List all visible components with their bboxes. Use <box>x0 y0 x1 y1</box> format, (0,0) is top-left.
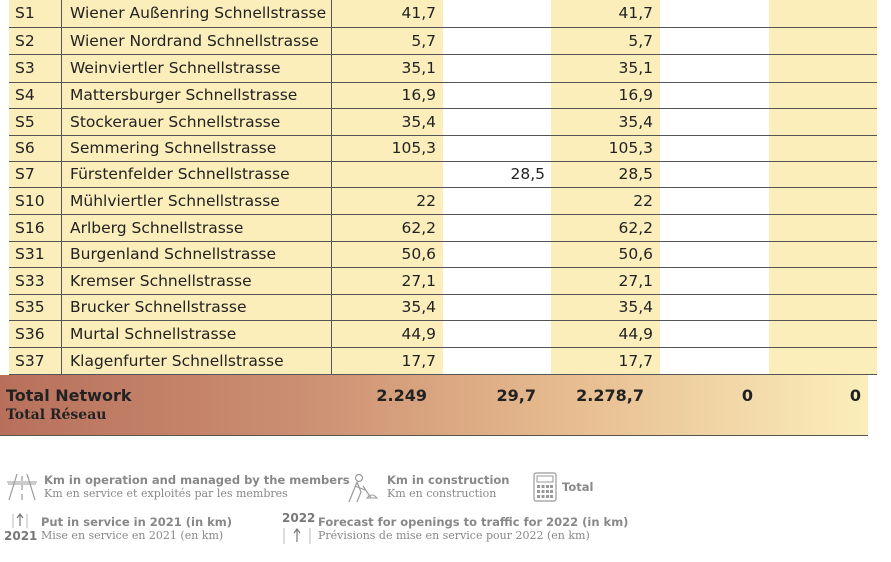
row-2021 <box>660 321 769 347</box>
row-name: Stockerauer Schnellstrasse <box>61 109 331 135</box>
row-total: 35,4 <box>551 295 660 320</box>
table-row <box>9 268 877 295</box>
row-code: S31 <box>9 242 61 267</box>
column-divider <box>331 55 332 82</box>
column-divider <box>61 188 62 214</box>
column-divider <box>331 136 332 161</box>
row-code: S5 <box>9 109 61 135</box>
forecast-year: 2022 <box>282 511 316 525</box>
row-name: Mühlviertler Schnellstrasse <box>61 188 331 214</box>
row-construction <box>443 109 551 135</box>
row-name: Wiener Außenring Schnellstrasse <box>61 0 331 27</box>
row-operation: 105,3 <box>331 136 443 161</box>
row-2022 <box>769 242 877 267</box>
column-divider <box>61 321 62 347</box>
row-code: S16 <box>9 215 61 241</box>
row-2022 <box>769 162 877 187</box>
table-row <box>9 0 877 28</box>
row-construction <box>443 215 551 241</box>
row-2022 <box>769 348 877 374</box>
row-construction <box>443 188 551 214</box>
column-divider <box>61 83 62 108</box>
column-divider <box>61 268 62 294</box>
column-divider <box>331 295 332 320</box>
total-2022: 0 <box>849 386 861 405</box>
row-total: 17,7 <box>551 348 660 374</box>
row-2022 <box>769 321 877 347</box>
row-code: S6 <box>9 136 61 161</box>
table-row <box>9 215 877 242</box>
table-row <box>9 136 877 162</box>
total-total: 2.278,7 <box>576 386 644 405</box>
row-total: 35,1 <box>551 55 660 82</box>
row-2021 <box>660 109 769 135</box>
total-network-row <box>0 375 868 436</box>
row-name: Burgenland Schnellstrasse <box>61 242 331 267</box>
legend-operation-en: Km in operation and managed by the members <box>44 473 350 487</box>
column-divider <box>61 55 62 82</box>
row-2021 <box>660 295 769 320</box>
row-2021 <box>660 55 769 82</box>
total-label-en: Total Network <box>6 386 132 405</box>
table-row <box>9 162 877 188</box>
row-construction <box>443 136 551 161</box>
row-operation: 17,7 <box>331 348 443 374</box>
column-divider <box>331 321 332 347</box>
column-divider <box>61 348 62 374</box>
row-2022 <box>769 268 877 294</box>
row-2021 <box>660 0 769 27</box>
row-total: 105,3 <box>551 136 660 161</box>
row-2022 <box>769 28 877 54</box>
row-total: 50,6 <box>551 242 660 267</box>
row-2021 <box>660 215 769 241</box>
row-total: 35,4 <box>551 109 660 135</box>
table-row <box>9 348 877 375</box>
legend-operation-fr: Km en service et exploités par les membres <box>44 487 288 500</box>
total-construction: 29,7 <box>496 386 536 405</box>
table-row <box>9 321 877 348</box>
row-2022 <box>769 295 877 320</box>
row-code: S2 <box>9 28 61 54</box>
row-operation: 35,4 <box>331 295 443 320</box>
row-operation: 41,7 <box>331 0 443 27</box>
column-divider <box>331 109 332 135</box>
row-code: S35 <box>9 295 61 320</box>
row-construction <box>443 321 551 347</box>
row-total: 41,7 <box>551 0 660 27</box>
column-divider <box>61 136 62 161</box>
row-operation: 44,9 <box>331 321 443 347</box>
row-construction <box>443 0 551 27</box>
total-2021: 0 <box>741 386 753 405</box>
column-divider <box>61 242 62 267</box>
row-name: Kremser Schnellstrasse <box>61 268 331 294</box>
row-construction <box>443 83 551 108</box>
column-divider <box>61 28 62 54</box>
column-divider <box>61 295 62 320</box>
row-construction <box>443 295 551 320</box>
row-operation: 50,6 <box>331 242 443 267</box>
row-2021 <box>660 242 769 267</box>
row-2021 <box>660 28 769 54</box>
worker-icon <box>343 472 379 508</box>
column-divider <box>331 188 332 214</box>
column-divider <box>61 109 62 135</box>
row-operation: 27,1 <box>331 268 443 294</box>
row-operation <box>331 162 443 187</box>
column-divider <box>331 242 332 267</box>
row-code: S3 <box>9 55 61 82</box>
row-code: S1 <box>9 0 61 27</box>
column-divider <box>331 215 332 241</box>
table-row <box>9 109 877 136</box>
row-total: 44,9 <box>551 321 660 347</box>
row-name: Arlberg Schnellstrasse <box>61 215 331 241</box>
row-2021 <box>660 83 769 108</box>
row-code: S7 <box>9 162 61 187</box>
table-row <box>9 83 877 109</box>
table-row <box>9 28 877 55</box>
legend-total: Total <box>562 480 594 494</box>
row-operation: 35,4 <box>331 109 443 135</box>
legend-construction-fr: Km en construction <box>387 487 497 500</box>
row-operation: 35,1 <box>331 55 443 82</box>
row-total: 22 <box>551 188 660 214</box>
row-name: Mattersburger Schnellstrasse <box>61 83 331 108</box>
row-operation: 16,9 <box>331 83 443 108</box>
calculator-icon <box>533 472 557 506</box>
row-2021 <box>660 348 769 374</box>
table-row <box>9 55 877 83</box>
row-name: Wiener Nordrand Schnellstrasse <box>61 28 331 54</box>
row-construction <box>443 268 551 294</box>
row-2021 <box>660 136 769 161</box>
column-divider <box>331 162 332 187</box>
row-2021 <box>660 162 769 187</box>
column-divider <box>61 0 62 27</box>
total-label-fr: Total Réseau <box>6 407 107 423</box>
legend-construction-en: Km in construction <box>387 473 510 487</box>
row-construction <box>443 55 551 82</box>
road-icon <box>5 472 39 506</box>
row-total: 62,2 <box>551 215 660 241</box>
row-construction: 28,5 <box>443 162 551 187</box>
row-2022 <box>769 55 877 82</box>
row-construction <box>443 28 551 54</box>
column-divider <box>331 0 332 27</box>
row-2022 <box>769 83 877 108</box>
row-total: 27,1 <box>551 268 660 294</box>
row-name: Semmering Schnellstrasse <box>61 136 331 161</box>
arrow-up-forecast-icon <box>282 526 312 548</box>
legend-forecast-fr: Prévisions de mise en service pour 2022 (en km) <box>318 529 590 542</box>
row-code: S33 <box>9 268 61 294</box>
row-operation: 62,2 <box>331 215 443 241</box>
row-2022 <box>769 215 877 241</box>
row-name: Klagenfurter Schnellstrasse <box>61 348 331 374</box>
column-divider <box>331 348 332 374</box>
row-2022 <box>769 0 877 27</box>
row-2021 <box>660 268 769 294</box>
row-construction <box>443 348 551 374</box>
row-name: Weinviertler Schnellstrasse <box>61 55 331 82</box>
row-name: Fürstenfelder Schnellstrasse <box>61 162 331 187</box>
legend-service-en: Put in service in 2021 (in km) <box>41 515 233 529</box>
column-divider <box>331 28 332 54</box>
row-name: Murtal Schnellstrasse <box>61 321 331 347</box>
total-operation: 2.249 <box>376 386 427 405</box>
legend-forecast-en: Forecast for openings to traffic for 2022 (in km) <box>318 515 629 529</box>
row-name: Brucker Schnellstrasse <box>61 295 331 320</box>
row-total: 16,9 <box>551 83 660 108</box>
row-code: S4 <box>9 83 61 108</box>
column-divider <box>331 83 332 108</box>
table-row <box>9 242 877 268</box>
row-total: 5,7 <box>551 28 660 54</box>
row-operation: 22 <box>331 188 443 214</box>
service-year: 2021 <box>4 529 38 543</box>
row-code: S37 <box>9 348 61 374</box>
table-row <box>9 188 877 215</box>
row-2022 <box>769 188 877 214</box>
legend-service-fr: Mise en service en 2021 (en km) <box>41 529 224 542</box>
row-construction <box>443 242 551 267</box>
column-divider <box>331 268 332 294</box>
row-2022 <box>769 109 877 135</box>
table-row <box>9 295 877 321</box>
row-2022 <box>769 136 877 161</box>
row-operation: 5,7 <box>331 28 443 54</box>
row-code: S36 <box>9 321 61 347</box>
row-2021 <box>660 188 769 214</box>
row-total: 28,5 <box>551 162 660 187</box>
column-divider <box>61 215 62 241</box>
row-code: S10 <box>9 188 61 214</box>
column-divider <box>61 162 62 187</box>
